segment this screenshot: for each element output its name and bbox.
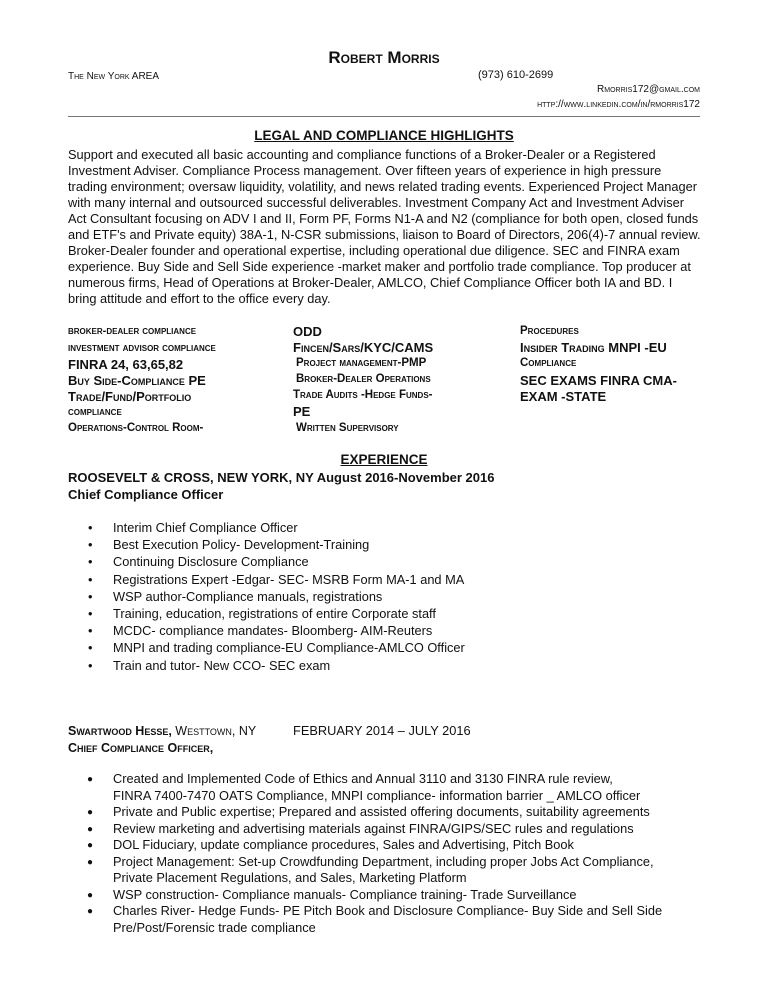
job2-header — [68, 724, 256, 738]
skill-item: broker-dealer compliance — [68, 325, 197, 337]
list-item: ● Private and Public expertise; Prepared and assisted offering documents, suitability agreements — [68, 804, 662, 821]
list-item: • MCDC- compliance mandates- Bloomberg- AIM-Reuters — [88, 623, 433, 639]
bullet-icon: • — [88, 520, 93, 535]
bullet-icon: • — [88, 606, 93, 622]
bullet-icon: ● — [87, 840, 94, 851]
bullet-icon: ● — [87, 889, 94, 901]
job2-dates: FEBRUARY 2014 – JULY 2016 — [293, 723, 471, 738]
bullet-icon: ● — [87, 856, 94, 868]
list-item: • Registrations Expert -Edgar- SEC- MSRB Form MA-1 and MA — [88, 571, 465, 587]
list-item: • WSP author-Compliance manuals, registrations — [88, 588, 383, 604]
skill-item: Written Supervisory — [296, 422, 399, 434]
list-item-continuation: FINRA 7400-7470 OATS Compliance, MNPI compliance- information barrier _ AMLCO officer — [113, 787, 641, 803]
job2-firm: Swartwood Hesse, — [68, 724, 172, 738]
bullet-icon: ● — [87, 906, 94, 917]
list-item: ● Review marketing and advertising materials against FINRA/GIPS/SEC rules and regulations — [68, 821, 662, 838]
bullet-icon: • — [88, 623, 93, 639]
skill-item: Operations-Control Room- — [68, 422, 204, 434]
skill-item: Insider Trading MNPI -EU — [520, 340, 667, 355]
bullet-icon: ● — [87, 774, 94, 785]
list-item: • Training, education, registrations of entire Corporate staff — [88, 606, 436, 622]
list-item: • MNPI and trading compliance-EU Compliance-AMLCO Officer — [88, 640, 465, 656]
linkedin-url: http://www.linkedin.com/in/rmorris172 — [537, 99, 700, 110]
bullet-icon: • — [88, 571, 93, 587]
highlights-heading: LEGAL AND COMPLIANCE HIGHLIGHTS — [254, 128, 514, 143]
skill-item: Trade/Fund/Portfolio — [68, 389, 192, 404]
skill-item: Fincen/Sars/KYC/CAMS — [293, 340, 434, 355]
phone-number: (973) 610-2699 — [478, 69, 554, 81]
location: The New York AREA — [68, 71, 160, 82]
skill-item: Trade Audits -Hedge Funds- — [293, 389, 433, 401]
skill-item: SEC EXAMS FINRA CMA- — [520, 373, 677, 388]
bullet-icon: • — [88, 640, 93, 656]
list-item: ● Created and Implemented Code of Ethics and Annual 3110 and 3130 FINRA rule review, — [68, 771, 662, 788]
skill-item: investment advisor compliance — [68, 342, 216, 354]
bullet-icon: ● — [87, 823, 94, 835]
skill-item: PE — [293, 404, 311, 419]
list-item: • Best Execution Policy- Development-Training — [88, 537, 370, 553]
job1-bullet-list — [68, 519, 465, 674]
skill-item: Compliance — [520, 357, 577, 369]
skill-item: Procedures — [520, 325, 579, 337]
list-item-continuation: Pre/Post/Forensic trade compliance — [113, 919, 316, 935]
bullet-icon: • — [88, 588, 93, 604]
bullet-icon: ● — [87, 807, 94, 818]
list-item: • Continuing Disclosure Compliance — [88, 554, 309, 570]
summary-paragraph: Support and executed all basic accounting and compliance functions of a Broker-Dealer or a Registered Investment Adviser. Compliance Process management. Over fifteen years of experience in high pressure trading environment; oversaw liquidity, volatility, and news related trading events. Experienced Project Manager with many internal and outsourced successful deliverables. Investment Company Act and Investment Adviser Act Consultant focusing on ADV I and II, Form PF, Forms N1-A and N2 (compliance for both open, closed funds and ETF's and Private equity) 38A-1, N-CSR submissions, liaison to Board of Directors, 206(4)-7 annual review. Broker-Dealer founder and operational expertise, including operational due diligence. SEC and FINRA exam experience. Buy Side and Sell Side experience -market maker and portfolio trade compliance. Top producer at numerous firms, Head of Operations at Broker-Dealer, AMLCO, Chief Compliance Officer both IA and BD. I bring attitude and effort to the office every day. — [68, 147, 701, 306]
bullet-icon: • — [88, 657, 93, 673]
job2-location: Westtown, NY — [175, 724, 257, 738]
list-item: ● WSP construction- Compliance manuals- Compliance training- Trade Surveillance — [68, 887, 662, 904]
skill-item: compliance — [68, 406, 122, 418]
list-item: • Interim Chief Compliance Officer — [88, 520, 298, 535]
skill-item: Broker-Dealer Operations — [296, 373, 431, 385]
skill-item: EXAM -STATE — [520, 389, 607, 404]
list-item: ● Project Management: Set-up Crowdfunding Department, including proper Jobs Act Compliance, — [68, 854, 662, 871]
job1-role: Chief Compliance Officer — [68, 487, 224, 502]
list-item: ● Charles River- Hedge Funds- PE Pitch Book and Disclosure Compliance- Buy Side and Sell Side — [68, 903, 662, 920]
skill-item: ODD — [293, 324, 322, 339]
skill-item: FINRA 24, 63,65,82 — [68, 357, 184, 372]
skill-item: Project management-PMP — [296, 357, 427, 369]
job2-role: Chief Compliance Officer, — [68, 741, 214, 755]
header-divider — [68, 116, 700, 117]
candidate-name: Robert Morris — [328, 48, 440, 67]
bullet-icon: • — [88, 554, 93, 570]
list-item-continuation: Private Placement Regulations, and Sales, Marketing Platform — [113, 870, 467, 885]
list-item: ● DOL Fiduciary, update compliance procedures, Sales and Advertising, Pitch Book — [68, 837, 662, 854]
job1-firm-line: ROOSEVELT & CROSS, NEW YORK, NY August 2016-November 2016 — [68, 470, 495, 485]
email-address: Rmorris172@gmail.com — [597, 84, 700, 95]
list-item: • Train and tutor- New CCO- SEC exam — [88, 657, 331, 673]
skill-item: Buy Side-Compliance PE — [68, 373, 206, 388]
job2-bullet-list — [68, 771, 662, 936]
bullet-icon: • — [88, 537, 93, 553]
experience-heading: EXPERIENCE — [340, 452, 428, 467]
